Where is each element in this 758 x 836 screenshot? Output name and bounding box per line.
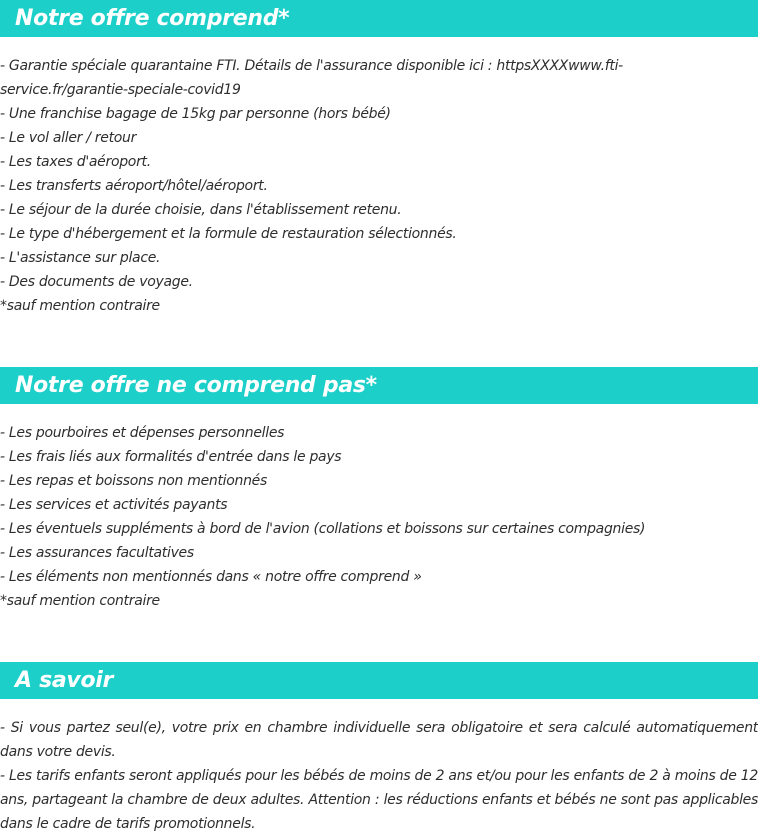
list-item: - Les transferts aéroport/hôtel/aéroport.: [0, 178, 268, 194]
list-item: - Le vol aller / retour: [0, 130, 137, 146]
list-item: - Les frais liés aux formalités d'entrée dans le pays: [0, 449, 342, 465]
not-included-list: [0, 421, 758, 613]
included-list: [0, 54, 758, 318]
section-title-not-included: Notre offre ne comprend pas*: [15, 373, 377, 398]
section-header-not-included: [0, 367, 758, 404]
list-item: - Garantie spéciale quarantaine FTI. Détails de l'assurance disponible ici : httpsXXXXwww.fti-service.fr/garantie-speciale-covid19: [0, 58, 623, 98]
list-item: - Le type d'hébergement et la formule de restauration sélectionnés.: [0, 226, 457, 242]
list-item: - Les services et activités payants: [0, 497, 228, 513]
info-paragraph: - Les tarifs enfants seront appliqués pour les bébés de moins de 2 ans et/ou pour les enfants de 2 à moins de 12 ans, partageant la chambre de deux adultes. Attention : les réductions enfants et bébés ne sont pas applicables dans le cadre de tarifs promotionnels.: [0, 768, 758, 832]
list-item: - Les repas et boissons non mentionnés: [0, 473, 267, 489]
list-item: - Les éventuels suppléments à bord de l'avion (collations et boissons sur certaines compagnies): [0, 521, 646, 537]
footnote: *sauf mention contraire: [0, 593, 160, 609]
list-item: - Des documents de voyage.: [0, 274, 193, 290]
list-item: - Les assurances facultatives: [0, 545, 194, 561]
info-paragraph: - Si vous partez seul(e), votre prix en chambre individuelle sera obligatoire et sera calculé automatiquement dans votre devis.: [0, 720, 758, 760]
list-item: - Les taxes d'aéroport.: [0, 154, 151, 170]
list-item: - Le séjour de la durée choisie, dans l'établissement retenu.: [0, 202, 402, 218]
section-title-a-savoir: A savoir: [15, 668, 114, 693]
list-item: - Les éléments non mentionnés dans « notre offre comprend »: [0, 569, 422, 585]
section-title-included: Notre offre comprend*: [15, 6, 290, 31]
list-item: - Les pourboires et dépenses personnelles: [0, 425, 285, 441]
list-item: - L'assistance sur place.: [0, 250, 161, 266]
section-header-included: [0, 0, 758, 37]
list-item: - Une franchise bagage de 15kg par personne (hors bébé): [0, 106, 391, 122]
footnote: *sauf mention contraire: [0, 298, 160, 314]
section-header-a-savoir: [0, 662, 758, 699]
